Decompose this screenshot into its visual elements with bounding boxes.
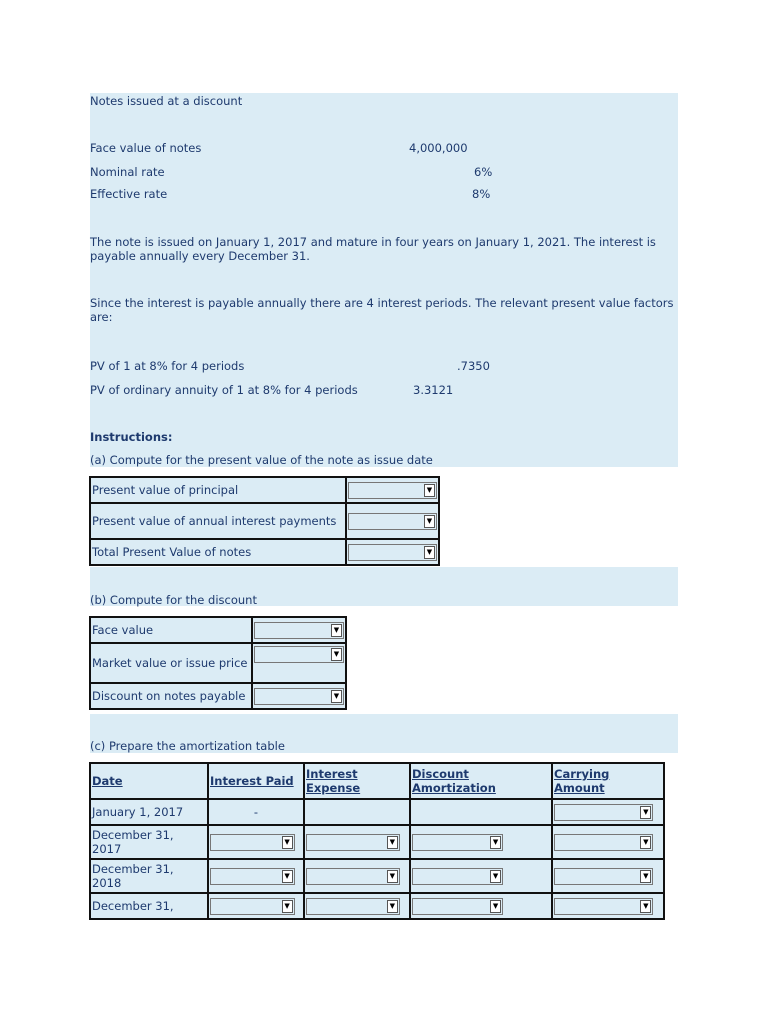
row-date — [90, 825, 208, 859]
row-date: December 31, — [90, 893, 208, 919]
pv-annuity-label: PV of ordinary annuity of 1 at 8% for 4 periods — [90, 383, 358, 397]
header-discount-amortization-text: Discount Amortization — [412, 767, 496, 795]
pv-single-label: PV of 1 at 8% for 4 periods — [90, 359, 245, 373]
face-value-select[interactable] — [254, 622, 344, 639]
interest-paid-select[interactable] — [210, 868, 295, 885]
row-interest-expense-cell — [304, 859, 410, 893]
carrying-amount-select[interactable] — [554, 834, 653, 851]
table-a-input-cell — [346, 477, 439, 503]
interest-paid-select[interactable] — [210, 898, 295, 915]
table-b-input-cell — [252, 643, 346, 683]
face-value-amount: 4,000,000 — [409, 141, 468, 155]
row-date-text: December 31, 2017 — [92, 828, 174, 856]
issue-paragraph: The note is issued on January 1, 2017 and mature in four years on January 1, 2021. The interest is payable annually every December 31. — [90, 235, 656, 263]
table-b-label: Face value — [90, 617, 252, 643]
pv-interest-select[interactable] — [348, 513, 437, 530]
table-a-input-cell — [346, 503, 439, 539]
table-b-input-cell — [252, 617, 346, 643]
row-interest-paid-cell — [208, 859, 304, 893]
row-date-text: December 31, 2018 — [92, 862, 174, 890]
chevron-down-icon[interactable]: ▼ — [282, 870, 293, 883]
header-date: Date — [90, 763, 208, 799]
carrying-amount-select[interactable] — [554, 868, 653, 885]
row-carrying-amount-cell — [552, 893, 664, 919]
instruction-c: (c) Prepare the amortization table — [90, 739, 285, 753]
chevron-down-icon[interactable]: ▼ — [640, 900, 651, 913]
row-carrying-amount-cell — [552, 859, 664, 893]
discount-select[interactable] — [254, 688, 344, 705]
table-b-label: Discount on notes payable — [90, 683, 252, 709]
header-interest-expense-text: Interest Expense — [306, 767, 361, 795]
discount-amortization-select[interactable] — [412, 898, 503, 915]
header-interest-expense — [304, 763, 410, 799]
chevron-down-icon[interactable]: ▼ — [331, 648, 342, 661]
face-value-label: Face value of notes — [90, 141, 202, 155]
table-b-label-text: Market value or issue price — [92, 656, 248, 670]
chevron-down-icon[interactable]: ▼ — [282, 836, 293, 849]
header-carrying-amount-text: Carrying Amount — [554, 767, 610, 795]
row-interest-paid: - — [208, 799, 304, 825]
header-discount-amortization — [410, 763, 552, 799]
table-a-label-text: Present value of annual interest payments — [92, 514, 337, 528]
page-title: Notes issued at a discount — [90, 94, 243, 108]
carrying-amount-select[interactable] — [554, 898, 653, 915]
row-carrying-amount-cell — [552, 825, 664, 859]
instruction-b: (b) Compute for the discount — [90, 593, 257, 607]
table-a-label: Present value of principal — [90, 477, 346, 503]
instruction-a: (a) Compute for the present value of the note as issue date — [90, 453, 433, 467]
chevron-down-icon[interactable]: ▼ — [331, 624, 342, 637]
carrying-amount-select[interactable] — [554, 804, 653, 821]
row-interest-paid-cell — [208, 825, 304, 859]
discount-amortization-select[interactable] — [412, 834, 503, 851]
pv-total-select[interactable] — [348, 544, 437, 561]
row-carrying-amount-cell — [552, 799, 664, 825]
pv-annuity-value: 3.3121 — [413, 383, 454, 397]
pv-principal-select[interactable] — [348, 482, 437, 499]
chevron-down-icon[interactable]: ▼ — [424, 546, 435, 559]
header-carrying-amount — [552, 763, 664, 799]
interest-expense-select[interactable] — [306, 898, 400, 915]
table-a-label: Total Present Value of notes — [90, 539, 346, 565]
effective-rate-label: Effective rate — [90, 187, 168, 201]
chevron-down-icon[interactable]: ▼ — [424, 484, 435, 497]
chevron-down-icon[interactable]: ▼ — [490, 836, 501, 849]
chevron-down-icon[interactable]: ▼ — [640, 806, 651, 819]
header-interest-paid: Interest Paid — [208, 763, 304, 799]
table-b-input-cell — [252, 683, 346, 709]
amortization-table — [89, 762, 665, 920]
row-discount-amortization — [410, 799, 552, 825]
interest-expense-select[interactable] — [306, 834, 400, 851]
interest-paid-select[interactable] — [210, 834, 295, 851]
discount-table — [89, 616, 347, 710]
chevron-down-icon[interactable]: ▼ — [490, 870, 501, 883]
instructions-heading: Instructions: — [90, 430, 173, 444]
table-b-label — [90, 643, 252, 683]
row-interest-expense-cell — [304, 825, 410, 859]
chevron-down-icon[interactable]: ▼ — [490, 900, 501, 913]
interest-expense-select[interactable] — [306, 868, 400, 885]
row-date: January 1, 2017 — [90, 799, 208, 825]
chevron-down-icon[interactable]: ▼ — [387, 900, 398, 913]
nominal-rate-label: Nominal rate — [90, 165, 165, 179]
row-discount-amortization-cell — [410, 825, 552, 859]
nominal-rate-value: 6% — [474, 165, 493, 179]
row-date — [90, 859, 208, 893]
pv-single-value: .7350 — [457, 359, 490, 373]
row-interest-expense — [304, 799, 410, 825]
chevron-down-icon[interactable]: ▼ — [424, 515, 435, 528]
present-value-table — [89, 476, 440, 566]
row-interest-expense-cell — [304, 893, 410, 919]
table-a-input-cell — [346, 539, 439, 565]
chevron-down-icon[interactable]: ▼ — [640, 836, 651, 849]
chevron-down-icon[interactable]: ▼ — [282, 900, 293, 913]
row-interest-paid-cell — [208, 893, 304, 919]
chevron-down-icon[interactable]: ▼ — [640, 870, 651, 883]
row-discount-amortization-cell — [410, 893, 552, 919]
periods-paragraph: Since the interest is payable annually there are 4 interest periods. The relevant present value factors are: — [90, 296, 674, 324]
chevron-down-icon[interactable]: ▼ — [387, 870, 398, 883]
issue-price-select[interactable] — [254, 646, 344, 663]
discount-amortization-select[interactable] — [412, 868, 503, 885]
effective-rate-value: 8% — [472, 187, 491, 201]
chevron-down-icon[interactable]: ▼ — [331, 690, 342, 703]
row-discount-amortization-cell — [410, 859, 552, 893]
chevron-down-icon[interactable]: ▼ — [387, 836, 398, 849]
table-a-label — [90, 503, 346, 539]
